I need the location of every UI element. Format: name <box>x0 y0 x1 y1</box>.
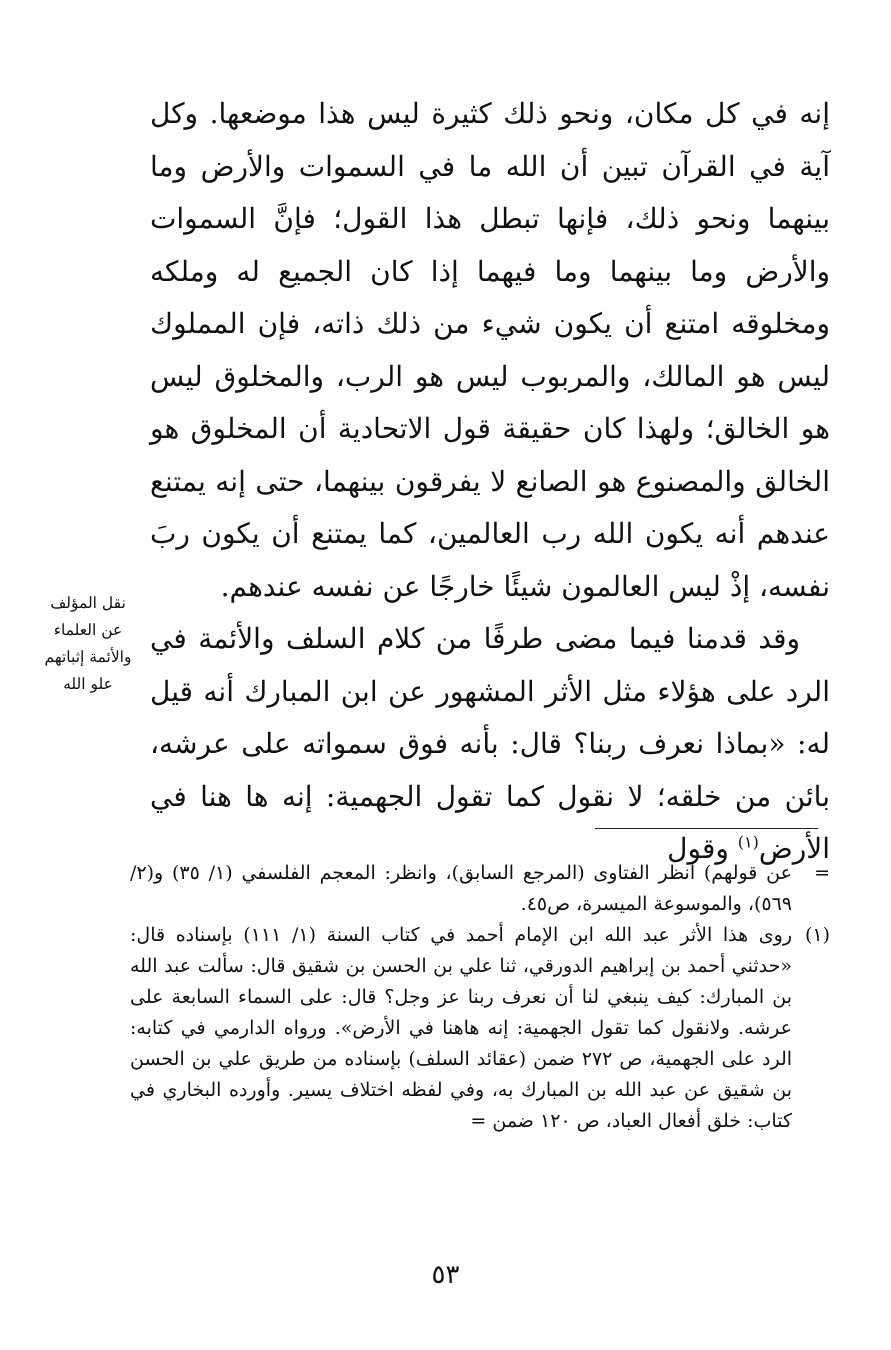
footnote-continuation <box>130 858 830 920</box>
footnote-continuation-marker: = <box>814 862 830 884</box>
paragraph-2-text: وقد قدمنا فيما مضى طرفًا من كلام السلف والأئمة في الرد على هؤلاء مثل الأثر المشهور عن ابن المبارك أنه قيل له: «بماذا نعرف ربنا؟ قال: بأنه فوق سمواته على عرشه، بائن من خلقه؛ لا نقول كما تقول الجهمية: إنه ها هنا في الأرض <box>150 622 830 865</box>
footnote-1-marker: (١) <box>804 924 830 946</box>
footnote-separator <box>595 828 818 829</box>
footnote-continuation-text: عن قولهم) انظر الفتاوى (المرجع السابق)، وانظر: المعجم الفلسفي (١/ ٣٥) و(٢/ ٥٦٩)، والموسوعة الميسرة، ص٤٥. <box>130 862 792 915</box>
paragraph-2 <box>150 613 830 876</box>
footnote-1-text: روى هذا الأثر عبد الله ابن الإمام أحمد في كتاب السنة (١/ ١١١) بإسناده قال: «حدثني أحمد بن إبراهيم الدورقي، ثنا علي بن الحسن بن شقيق قال: سألت عبد الله بن المبارك: كيف ينبغي لنا أن نعرف ربنا عز وجل؟ قال: على السماء السابعة على عرشه. ولانقول كما تقول الجهمية: إنه هاهنا في الأرض». ورواه الدارمي في كتابه: الرد على الجهمية، ص ٢٧٢ ضمن (عقائد السلف) بإسناده من طريق علي بن الحسن بن شقيق عن عبد الله بن المبارك به، وفي لفظه اختلاف يسير. وأورده البخاري في كتاب: خلق أفعال العباد، ص ١٢٠ ضمن = <box>130 924 793 1132</box>
paragraph-1: إنه في كل مكان، ونحو ذلك كثيرة ليس هذا موضعها. وكل آية في القرآن تبين أن الله ما في السموات والأرض وما بينهما ونحو ذلك، فإنها تبطل هذا القول؛ فإنَّ السموات والأرض وما بينهما وما فيهما إذا كان الجميع له وملكه ومخلوقه امتنع أن يكون شيء من ذلك ذاته، فإن المملوك ليس هو المالك، والمربوب ليس هو الرب، والمخلوق ليس هو الخالق؛ ولهذا كان حقيقة قول الاتحادية أن المخلوق هو الخالق والمصنوع هو الصانع لا يفرقون بينهما، حتى إنه يمتنع عندهم أنه يكون الله رب العالمين، كما يمتنع أن يكون ربَ نفسه، إذْ ليس العالمون شيئًا خارجًا عن نفسه عندهم. <box>150 97 830 603</box>
footnote-reference: (١) <box>737 832 759 852</box>
paragraph-2-tail: وقول <box>667 832 738 865</box>
main-text <box>150 88 830 876</box>
page-number: ٥٣ <box>431 1260 460 1290</box>
margin-note: نقل المؤلف عن العلماء والأئمة إثباتهم علو الله <box>44 594 132 693</box>
footnote-1 <box>130 920 830 1137</box>
footnotes <box>130 858 830 1137</box>
